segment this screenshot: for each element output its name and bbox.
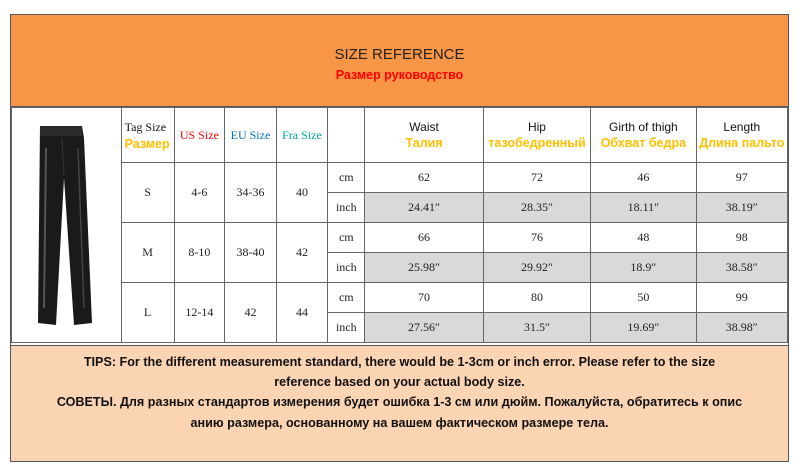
us-size-cell: 4-6: [174, 163, 225, 223]
fra-size-cell: 44: [276, 283, 328, 343]
hip-cell: 72: [483, 163, 590, 193]
thigh-cell: 50: [591, 283, 696, 313]
tag-size-header: Tag Size Размер: [121, 108, 174, 163]
chart-subtitle: Размер руководство: [335, 68, 464, 82]
length-cell: 98: [696, 223, 787, 253]
table-row: [12, 223, 788, 253]
hip-cell: 29.92″: [483, 253, 590, 283]
us-size-header: US Size: [174, 108, 225, 163]
length-cell: 38.58″: [696, 253, 787, 283]
length-cell: 99: [696, 283, 787, 313]
fra-size-cell: 42: [276, 223, 328, 283]
black-leggings-photo-icon: [18, 118, 114, 332]
unit-cell: inch: [328, 193, 365, 223]
fra-size-header: Fra Size: [276, 108, 328, 163]
thigh-cell: 19.69″: [591, 313, 696, 343]
waist-cell: 24.41″: [365, 193, 483, 223]
waist-cell: 62: [365, 163, 483, 193]
tips-box: [11, 345, 788, 461]
waist-cell: 66: [365, 223, 483, 253]
hip-cell: 31.5″: [483, 313, 590, 343]
waist-cell: 70: [365, 283, 483, 313]
chart-title: SIZE REFERENCE: [334, 46, 465, 63]
thigh-cell: 18.11″: [591, 193, 696, 223]
unit-cell: inch: [328, 253, 365, 283]
unit-cell: cm: [328, 283, 365, 313]
waist-header: Waist Талия: [365, 108, 483, 163]
length-header: Length Длина пальто: [696, 108, 787, 163]
tag-size-cell: L: [121, 283, 174, 343]
length-cell: 97: [696, 163, 787, 193]
tag-size-cell: M: [121, 223, 174, 283]
hip-cell: 80: [483, 283, 590, 313]
table-row: [12, 283, 788, 313]
unit-cell: cm: [328, 223, 365, 253]
fra-size-cell: 40: [276, 163, 328, 223]
size-chart: [10, 14, 789, 462]
tips-line-3: СОВЕТЫ. Для разных стандартов измерения будет ошибка 1-3 см или дюйм. Пожалуйста, обратитесь к опис: [56, 395, 743, 409]
hip-cell: 76: [483, 223, 590, 253]
thigh-header: Girth of thigh Обхват бедра: [591, 108, 696, 163]
product-image-cell: [12, 108, 122, 343]
thigh-cell: 18.9″: [591, 253, 696, 283]
eu-size-cell: 38-40: [225, 223, 277, 283]
length-cell: 38.98″: [696, 313, 787, 343]
us-size-cell: 8-10: [174, 223, 225, 283]
unit-header: [328, 108, 365, 163]
tips-line-2: reference based on your actual body size.: [274, 375, 525, 389]
thigh-cell: 46: [591, 163, 696, 193]
eu-size-header: EU Size: [225, 108, 277, 163]
unit-cell: cm: [328, 163, 365, 193]
hip-header: Hip тазобедренный: [483, 108, 590, 163]
unit-cell: inch: [328, 313, 365, 343]
hip-cell: 28.35″: [483, 193, 590, 223]
table-row: [12, 163, 788, 193]
tag-size-cell: S: [121, 163, 174, 223]
length-cell: 38.19″: [696, 193, 787, 223]
eu-size-cell: 42: [225, 283, 277, 343]
eu-size-cell: 34-36: [225, 163, 277, 223]
size-table: [11, 107, 788, 343]
waist-cell: 25.98″: [365, 253, 483, 283]
thigh-cell: 48: [591, 223, 696, 253]
chart-header: [11, 15, 788, 107]
header-row: [12, 108, 788, 163]
waist-cell: 27.56″: [365, 313, 483, 343]
tips-line-4: анию размера, основанному на вашем фактическом размере тела.: [190, 416, 609, 430]
tips-line-1: TIPS: For the different measurement standard, there would be 1-3cm or inch error. Please refer to the size: [83, 355, 716, 369]
us-size-cell: 12-14: [174, 283, 225, 343]
